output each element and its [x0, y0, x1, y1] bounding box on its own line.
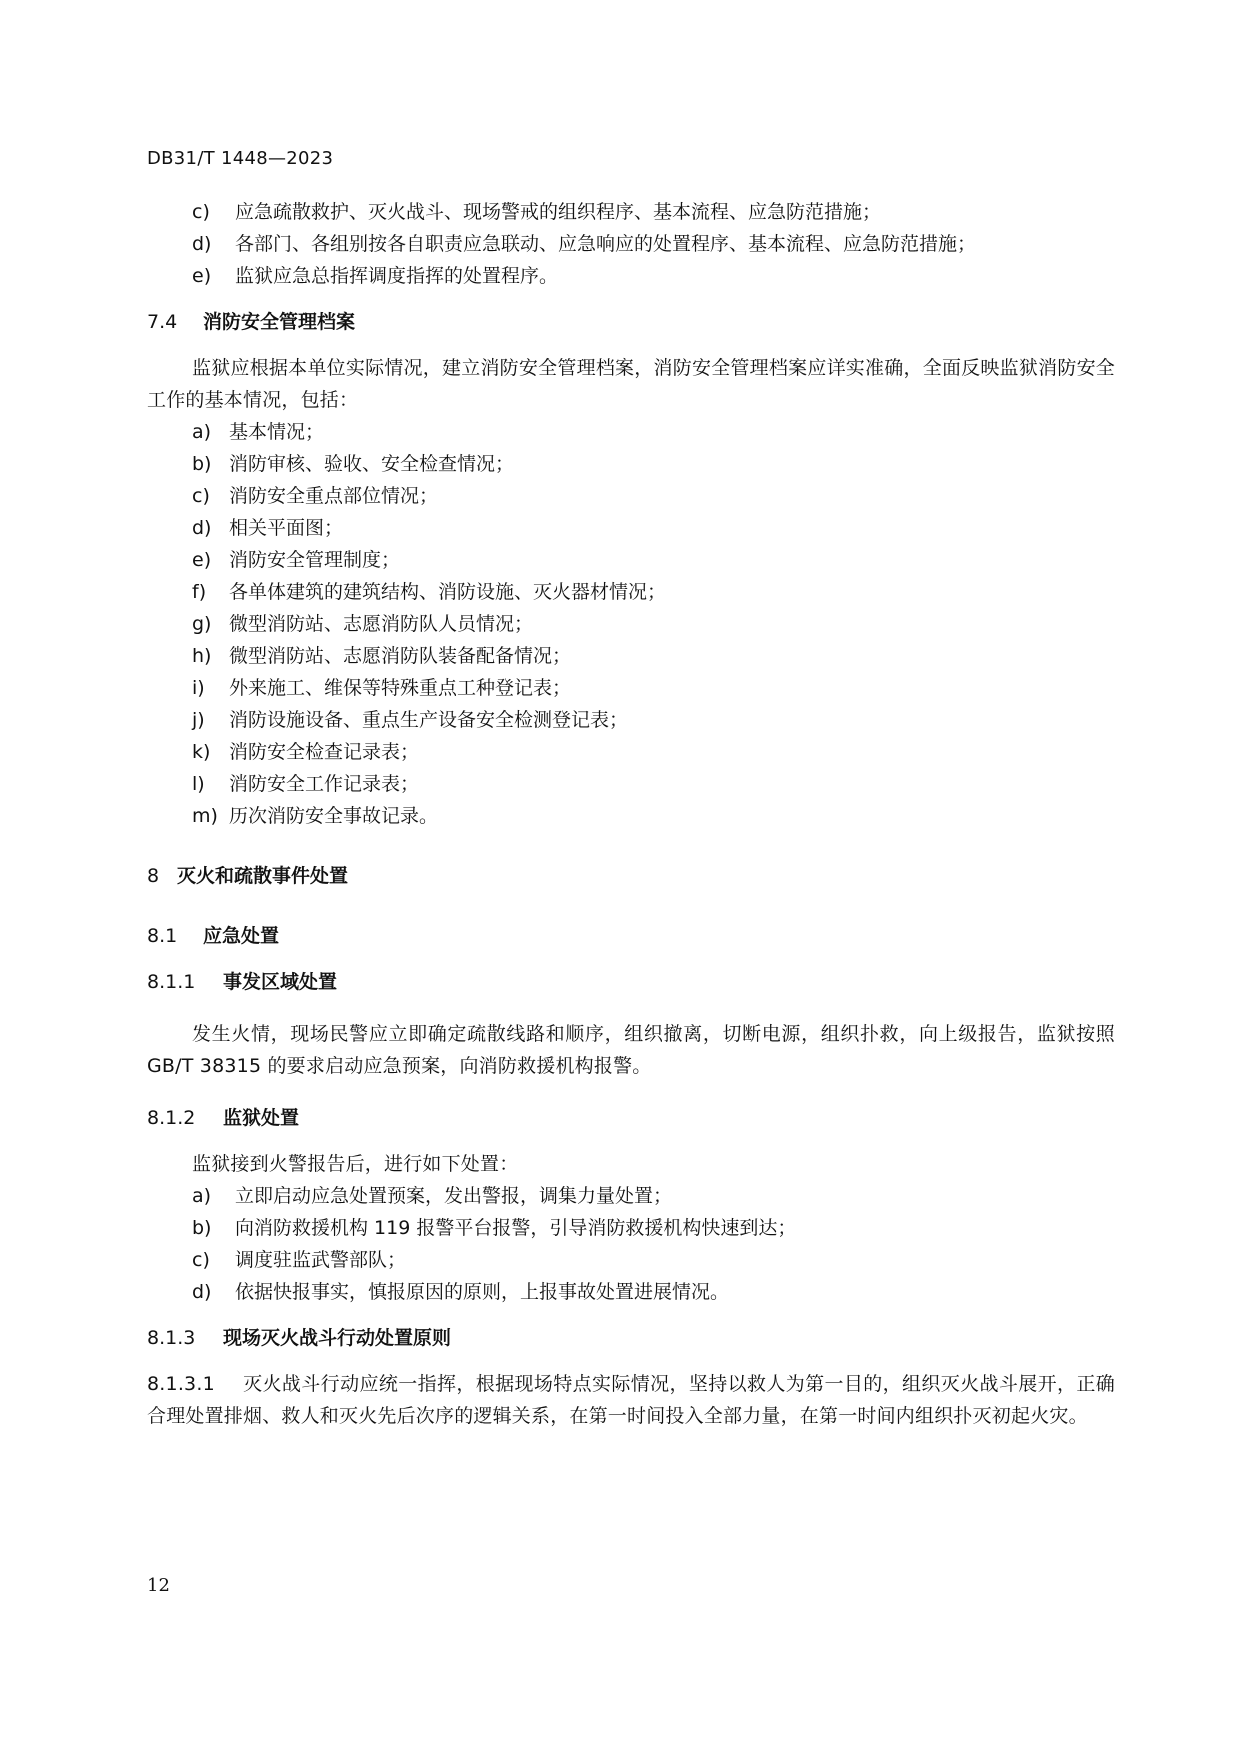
list-item-label: m) [192, 805, 218, 827]
list-item-label: c) [192, 485, 210, 507]
list-item-label: e) [192, 549, 212, 571]
list-item-text: 消防安全工作记录表； [229, 773, 420, 795]
list-item-text: 消防设施设备、重点生产设备安全检测登记表； [229, 709, 629, 731]
list-item-label: b) [192, 453, 212, 475]
list-item-text: 依据快报事实，慎报原因的原则，上报事故处置进展情况。 [235, 1281, 730, 1303]
section-number: 8.1.3 [147, 1327, 196, 1349]
list-item [147, 608, 1115, 640]
list-item [147, 544, 1115, 576]
list-item-text: 外来施工、维保等特殊重点工种登记表； [229, 677, 572, 699]
chapter-heading-8 [147, 860, 1115, 892]
section-heading-8-1 [147, 920, 1115, 952]
list-item [147, 736, 1115, 768]
list-item [147, 228, 1115, 260]
list-item-label: d) [192, 1281, 212, 1303]
section-title: 监狱处置 [223, 1107, 300, 1129]
list-item-text: 消防安全检查记录表； [229, 741, 420, 763]
chapter-title: 灭火和疏散事件处置 [177, 865, 349, 887]
list-item-label: f) [192, 581, 207, 603]
paragraph-text: 灭火战斗行动应统一指挥，根据现场特点实际情况，坚持以救人为第一目的，组织灭火战斗展开，正确合理处置排烟、救人和灭火先后次序的逻辑关系，在第一时间投入全部力量，在第一时间内组织扑灭初起火灾。 [147, 1373, 1115, 1427]
list-item-text: 基本情况； [229, 421, 325, 443]
list-item-label: e) [192, 265, 212, 287]
list-item-label: c) [192, 1249, 210, 1271]
list-item-text: 监狱应急总指挥调度指挥的处置程序。 [235, 265, 559, 287]
section-title: 事发区域处置 [223, 971, 338, 993]
list-item-text: 微型消防站、志愿消防队人员情况； [229, 613, 534, 635]
section-number: 8.1 [147, 925, 178, 947]
list-item [147, 416, 1115, 448]
list-item [147, 260, 1115, 292]
paragraph-number: 8.1.3.1 [147, 1373, 215, 1395]
list-item [147, 1212, 1115, 1244]
section-heading-8-1-2 [147, 1102, 1115, 1134]
list-item [147, 1180, 1115, 1212]
list-item-text: 消防安全重点部位情况； [229, 485, 439, 507]
list-item [147, 448, 1115, 480]
document-code: DB31/T 1448—2023 [147, 148, 334, 169]
list-item-text: 应急疏散救护、灭火战斗、现场警戒的组织程序、基本流程、应急防范措施； [235, 201, 882, 223]
list-item-label: k) [192, 741, 211, 763]
list-item-label: d) [192, 233, 212, 255]
paragraph: 发生火情，现场民警应立即确定疏散线路和顺序，组织撤离，切断电源，组织扑救，向上级报告，监狱按照 GB/T 38315 的要求启动应急预案，向消防救援机构报警。 [147, 1023, 1115, 1077]
list-item-text: 历次消防安全事故记录。 [229, 805, 439, 827]
list-item [147, 704, 1115, 736]
list-item-text: 各单体建筑的建筑结构、消防设施、灭火器材情况； [229, 581, 667, 603]
section-title: 应急处置 [203, 925, 280, 947]
list-item [147, 800, 1115, 832]
list-item-text: 微型消防站、志愿消防队装备配备情况； [229, 645, 572, 667]
section-heading-8-1-3 [147, 1322, 1115, 1354]
list-item-text: 各部门、各组别按各自职责应急联动、应急响应的处置程序、基本流程、应急防范措施； [235, 233, 977, 255]
list-item [147, 640, 1115, 672]
list-item-label: d) [192, 517, 212, 539]
section-title: 消防安全管理档案 [203, 311, 356, 333]
list-item [147, 512, 1115, 544]
list-item-text: 相关平面图； [229, 517, 344, 539]
section-number: 7.4 [147, 311, 178, 333]
list-item-label: h) [192, 645, 212, 667]
list-item-label: i) [192, 677, 205, 699]
list-item-label: a) [192, 421, 212, 443]
list-item [147, 768, 1115, 800]
section-heading-8-1-1 [147, 966, 1115, 998]
list-item [147, 196, 1115, 228]
page-number: 12 [147, 1575, 170, 1596]
list-item-label: l) [192, 773, 205, 795]
list-item-text: 向消防救援机构 119 报警平台报警，引导消防救援机构快速到达； [235, 1217, 797, 1239]
list-item-text: 立即启动应急处置预案，发出警报，调集力量处置； [235, 1185, 673, 1207]
list-item-text: 消防审核、验收、安全检查情况； [229, 453, 515, 475]
paragraph: 监狱应根据本单位实际情况，建立消防安全管理档案，消防安全管理档案应详实准确，全面反映监狱消防安全工作的基本情况，包括： [147, 357, 1115, 411]
paragraph: 监狱接到火警报告后，进行如下处置： [192, 1153, 519, 1175]
list-item [147, 672, 1115, 704]
list-item-label: j) [192, 709, 205, 731]
chapter-number: 8 [147, 865, 160, 887]
section-heading-7-4 [147, 306, 1115, 338]
list-item-text: 调度驻监武警部队； [235, 1249, 407, 1271]
list-item-label: g) [192, 613, 212, 635]
section-number: 8.1.2 [147, 1107, 196, 1129]
list-item [147, 1276, 1115, 1308]
document-body [147, 196, 1115, 1432]
list-item-text: 消防安全管理制度； [229, 549, 401, 571]
list-item-label: a) [192, 1185, 212, 1207]
list-item [147, 1244, 1115, 1276]
list-item [147, 576, 1115, 608]
list-item-label: b) [192, 1217, 212, 1239]
section-title: 现场灭火战斗行动处置原则 [223, 1327, 452, 1349]
list-item-label: c) [192, 201, 210, 223]
numbered-paragraph [147, 1368, 1115, 1432]
list-item [147, 480, 1115, 512]
section-number: 8.1.1 [147, 971, 196, 993]
